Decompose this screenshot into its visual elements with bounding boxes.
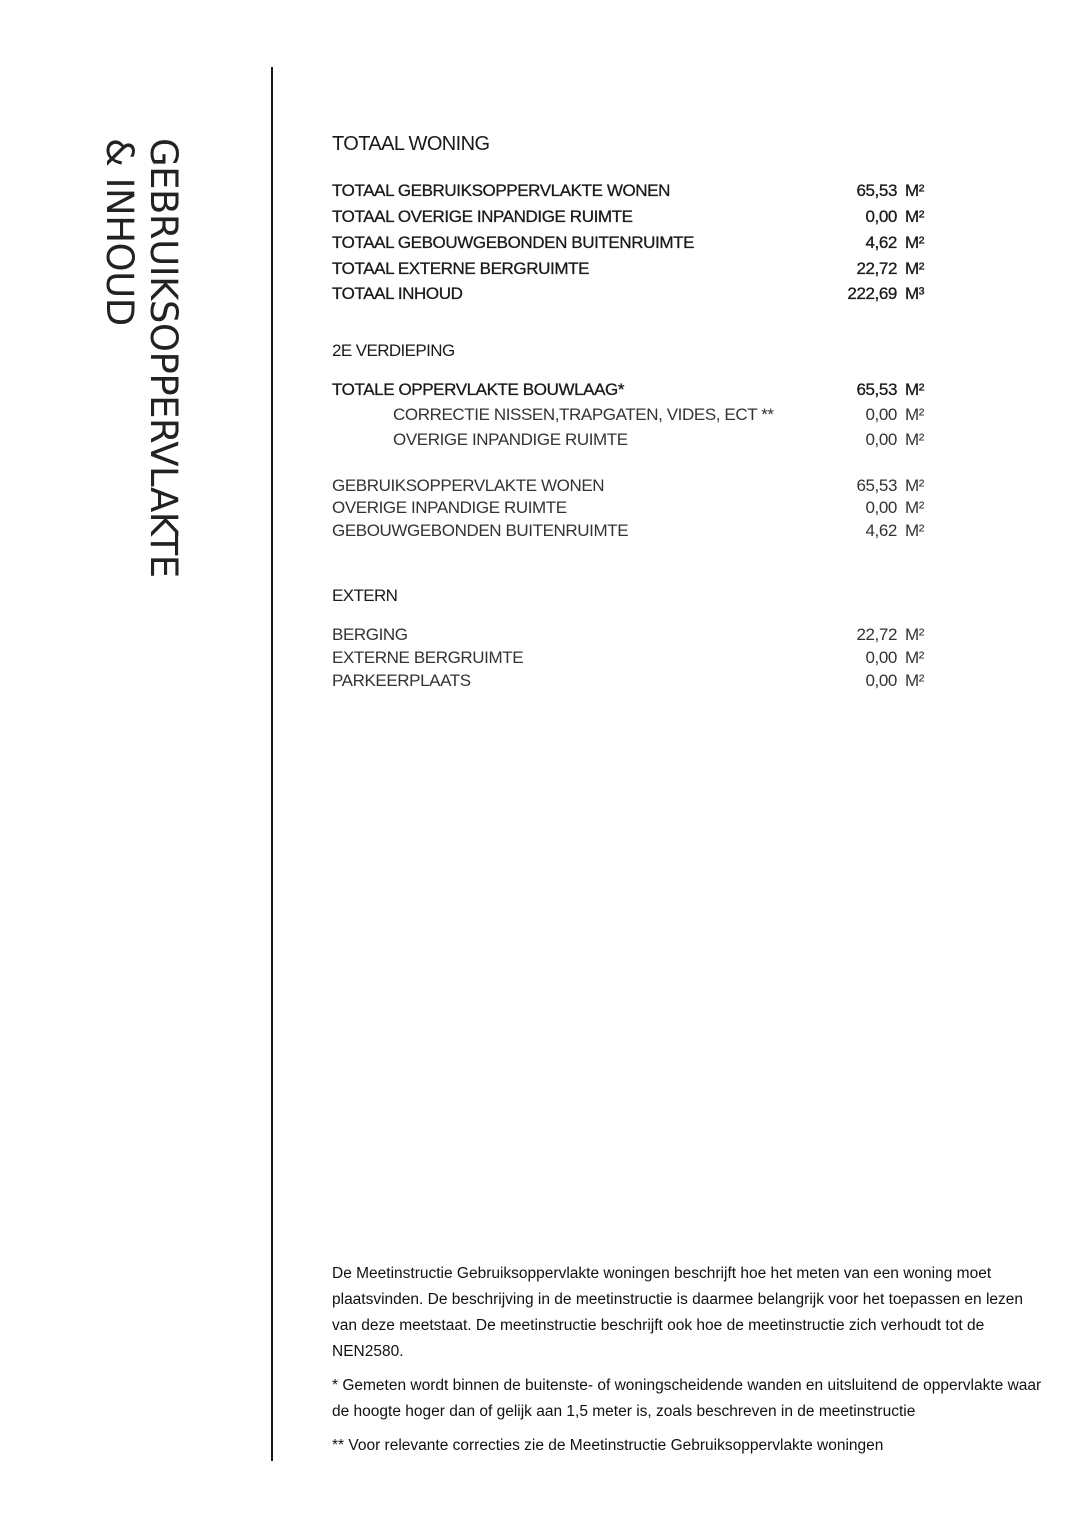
row-label: GEBRUIKSOPPERVLAKTE WONEN (332, 476, 605, 495)
row-label: GEBOUWGEBONDEN BUITENRUIMTE (332, 521, 629, 540)
floor-row (332, 476, 932, 498)
row-label: PARKEERPLAATS (332, 671, 471, 690)
row-label: TOTALE OPPERVLAKTE BOUWLAAG* (332, 380, 625, 399)
footer-notes (332, 1261, 1052, 1467)
row-value: 65,53 (856, 380, 897, 399)
summary-row (332, 181, 932, 203)
extern-row (332, 625, 932, 647)
heading-verdieping: 2E VERDIEPING (332, 341, 455, 360)
row-unit: M² (905, 380, 925, 399)
row-unit: M² (905, 181, 925, 200)
heading-totaal-woning: TOTAAL WONING (332, 133, 490, 155)
summary-row (332, 259, 932, 281)
floor-row (332, 498, 932, 520)
row-label: TOTAAL GEBOUWGEBONDEN BUITENRUIMTE (332, 233, 695, 252)
side-title-line2: & INHOUD (98, 138, 141, 326)
row-unit: M² (905, 233, 925, 252)
row-value: 22,72 (856, 625, 897, 644)
row-value: 4,62 (865, 521, 897, 540)
row-unit: M² (905, 498, 925, 517)
row-label: OVERIGE INPANDIGE RUIMTE (393, 430, 628, 449)
row-unit: M³ (905, 284, 925, 303)
side-title-line1: GEBRUIKSOPPERVLAKTE (142, 138, 185, 578)
row-value: 4,62 (865, 233, 897, 252)
row-label: BERGING (332, 625, 408, 644)
summary-row (332, 207, 932, 229)
row-value: 0,00 (865, 498, 897, 517)
row-label: EXTERNE BERGRUIMTE (332, 648, 524, 667)
row-unit: M² (905, 476, 925, 495)
row-value: 222,69 (847, 284, 897, 303)
row-label: TOTAAL GEBRUIKSOPPERVLAKTE WONEN (332, 181, 670, 200)
summary-row (332, 233, 932, 255)
row-label: OVERIGE INPANDIGE RUIMTE (332, 498, 567, 517)
row-value: 65,53 (856, 181, 897, 200)
row-label: TOTAAL EXTERNE BERGRUIMTE (332, 259, 590, 278)
floor-total-row (332, 380, 932, 402)
row-unit: M² (905, 430, 925, 449)
vertical-divider (271, 67, 273, 1461)
row-unit: M² (905, 521, 925, 540)
side-title (95, 138, 185, 668)
row-unit: M² (905, 259, 925, 278)
heading-extern: EXTERN (332, 586, 398, 605)
footer-paragraph: De Meetinstructie Gebruiksoppervlakte woningen beschrijft hoe het meten van een woning moet plaatsvinden. De beschrijving in de meetinstructie is daarmee belangrijk voor het toepassen en lezen van deze meetstaat. De meetinstructie beschrijft ook hoe de meetinstructie zich verhoudt tot de NEN2580. (332, 1265, 1024, 1360)
footer-footnote-1: * Gemeten wordt binnen de buitenste- of woningscheidende wanden en uitsluitend de oppervlakte waar de hoogte hoger dan of gelijk aan 1,5 meter is, zoals beschreven in de meetinstructie (332, 1377, 1042, 1420)
row-value: 0,00 (865, 671, 897, 690)
correction-row (332, 430, 932, 452)
row-unit: M² (905, 207, 925, 226)
row-value: 0,00 (865, 430, 897, 449)
row-value: 0,00 (865, 405, 897, 424)
footer-footnote-2: ** Voor relevante correcties zie de Meetinstructie Gebruiksoppervlakte woningen (332, 1437, 884, 1454)
correction-row (332, 405, 932, 427)
summary-row (332, 284, 932, 306)
row-label: TOTAAL OVERIGE INPANDIGE RUIMTE (332, 207, 633, 226)
row-value: 0,00 (865, 207, 897, 226)
row-unit: M² (905, 625, 925, 644)
row-unit: M² (905, 648, 925, 667)
row-label: CORRECTIE NISSEN,TRAPGATEN, VIDES, ECT ** (393, 405, 774, 424)
extern-row (332, 671, 932, 693)
extern-row (332, 648, 932, 670)
row-label: TOTAAL INHOUD (332, 284, 463, 303)
floor-row (332, 521, 932, 543)
row-value: 65,53 (856, 476, 897, 495)
row-value: 0,00 (865, 648, 897, 667)
row-unit: M² (905, 671, 925, 690)
row-value: 22,72 (856, 259, 897, 278)
row-unit: M² (905, 405, 925, 424)
